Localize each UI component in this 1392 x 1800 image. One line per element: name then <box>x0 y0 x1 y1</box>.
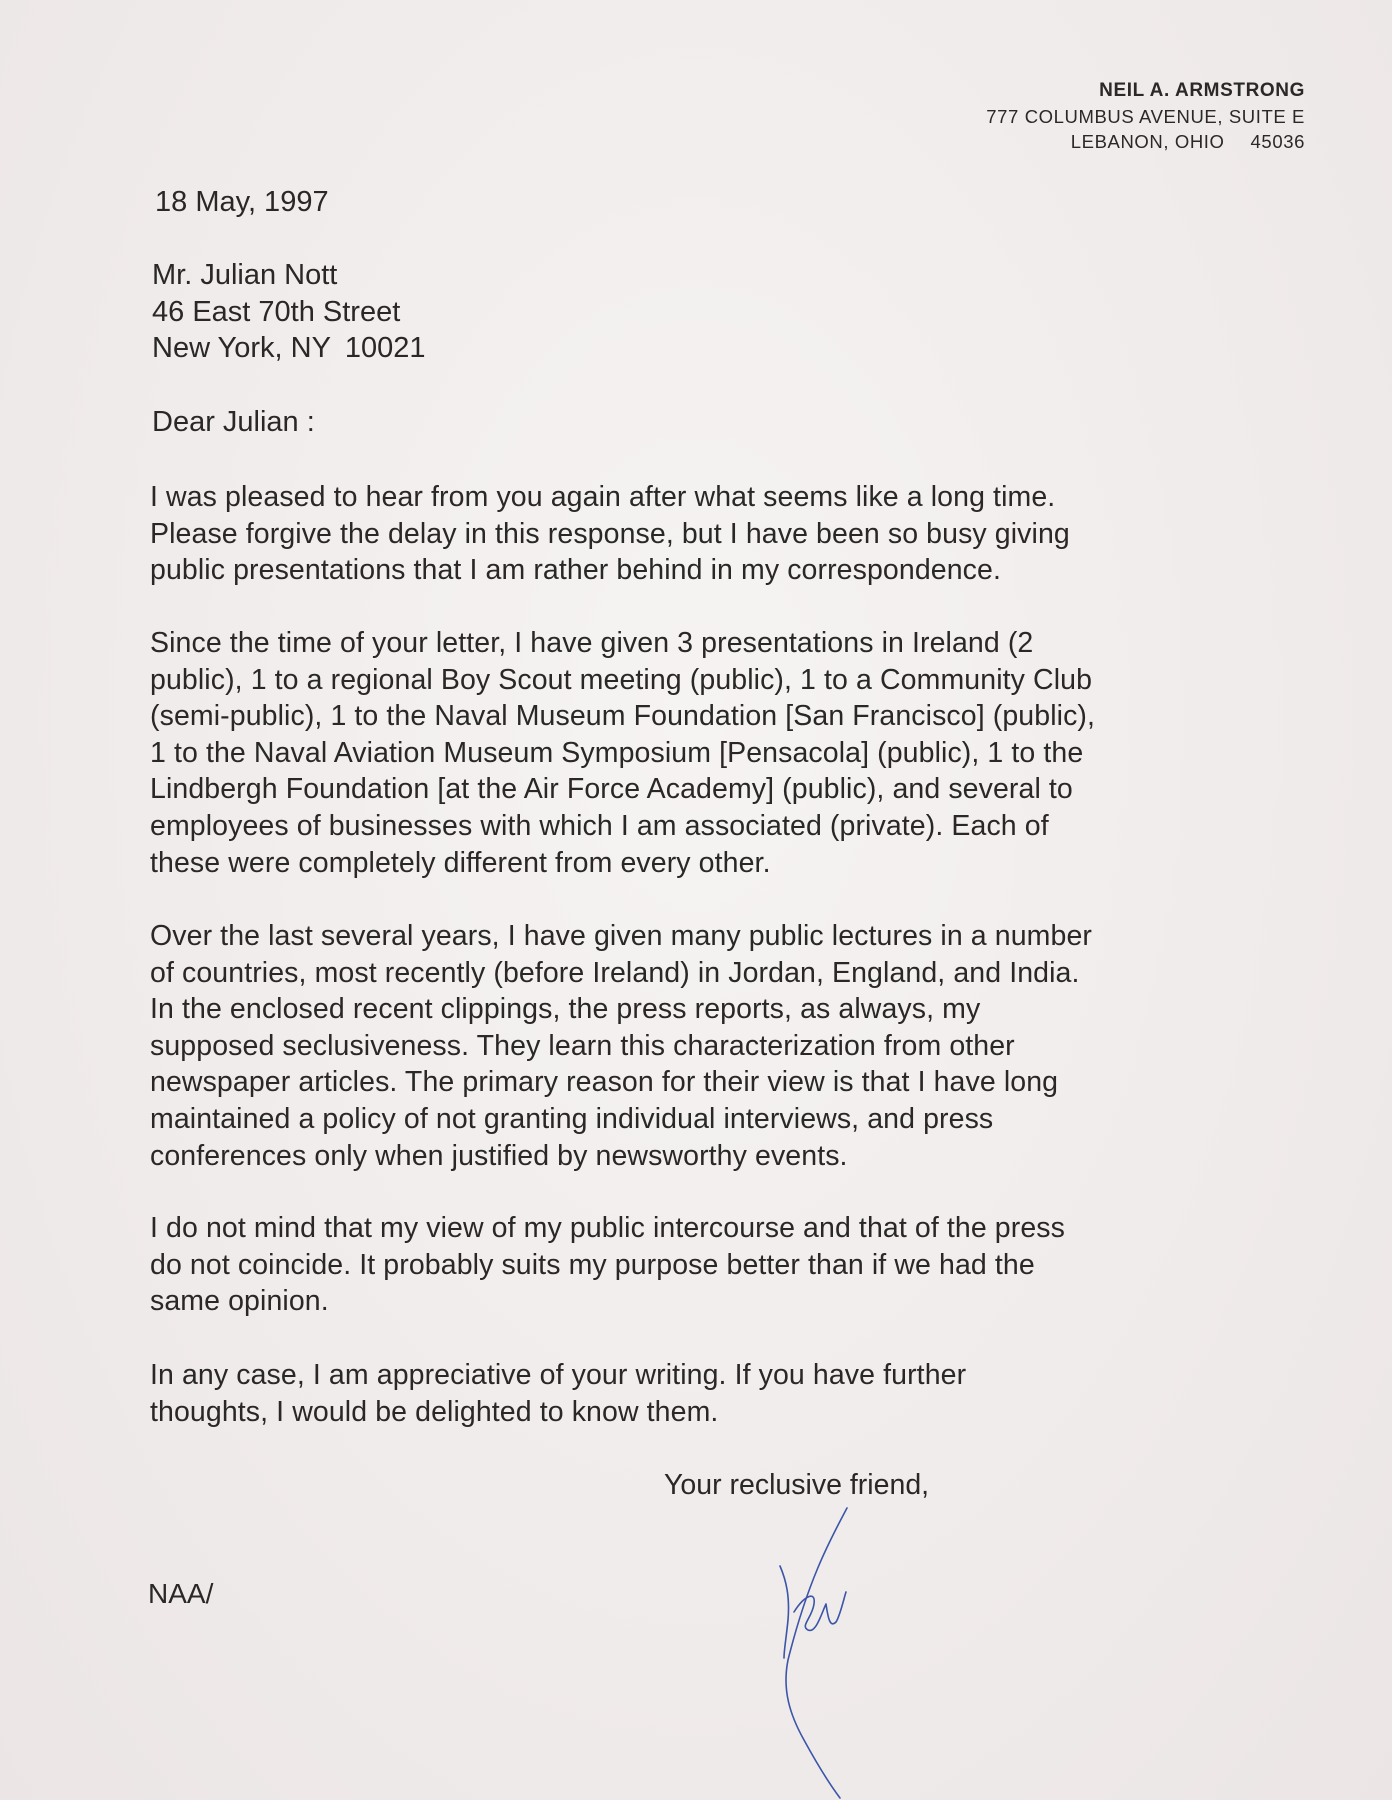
signature-stroke-main <box>786 1508 847 1798</box>
paragraph-line: employees of businesses with which I am associated (private). Each of <box>150 809 1049 842</box>
letterhead-street: 777 COLUMBUS AVENUE, SUITE E <box>986 106 1305 127</box>
recipient-city: New York, NY <box>152 332 331 364</box>
paragraph-line: thoughts, I would be delighted to know them. <box>150 1395 719 1428</box>
typist-initials: NAA/ <box>148 1578 214 1609</box>
recipient-address <box>152 257 426 367</box>
paragraph-line: these were completely different from every other. <box>150 846 771 879</box>
paragraph-line: Lindbergh Foundation [at the Air Force Academy] (public), and several to <box>150 773 1073 806</box>
recipient-zip: 10021 <box>344 332 426 364</box>
paragraph-line: public presentations that I am rather behind in my correspondence. <box>150 554 1001 587</box>
paragraph-line: conferences only when justified by newsworthy events. <box>150 1139 848 1172</box>
paragraph-line: newspaper articles. The primary reason for their view is that I have long <box>150 1066 1059 1099</box>
body-paragraph-3 <box>150 918 1270 1174</box>
letterhead-city-line <box>986 129 1305 154</box>
paragraph-line: I do not mind that my view of my public intercourse and that of the press <box>150 1212 1065 1244</box>
paragraph-line: of countries, most recently (before Ireland) in Jordan, England, and India. <box>150 956 1080 989</box>
letterhead <box>986 78 1305 154</box>
letter-date: 18 May, 1997 <box>155 186 329 218</box>
letterhead-name: NEIL A. ARMSTRONG <box>1099 80 1305 101</box>
paragraph-line: Since the time of your letter, I have given 3 presentations in Ireland (2 <box>150 627 1034 659</box>
handwritten-signature <box>760 1500 900 1800</box>
paragraph-line: supposed seclusiveness. They learn this characterization from other <box>150 1029 1015 1062</box>
paragraph-line: 1 to the Naval Aviation Museum Symposium [Pensacola] (public), 1 to the <box>150 736 1084 769</box>
recipient-city-line <box>152 330 426 367</box>
closing: Your reclusive friend, <box>664 1469 930 1501</box>
body-paragraph-5 <box>150 1357 1270 1430</box>
salutation: Dear Julian : <box>152 406 315 438</box>
body-paragraph-1 <box>150 479 1270 589</box>
signature-stroke-n <box>780 1566 789 1658</box>
paragraph-line: do not coincide. It probably suits my purpose better than if we had the <box>150 1248 1035 1281</box>
paragraph-line: In the enclosed recent clippings, the press reports, as always, my <box>150 993 981 1026</box>
recipient-name: Mr. Julian Nott <box>152 259 338 291</box>
paragraph-line: public), 1 to a regional Boy Scout meeting (public), 1 to a Community Club <box>150 663 1093 696</box>
paragraph-line: Please forgive the delay in this response, but I have been so busy giving <box>150 517 1070 550</box>
recipient-street: 46 East 70th Street <box>152 295 401 328</box>
paragraph-line: maintained a policy of not granting individual interviews, and press <box>150 1102 994 1135</box>
paragraph-line: (semi-public), 1 to the Naval Museum Foundation [San Francisco] (public), <box>150 700 1096 733</box>
letterhead-zip: 45036 <box>1250 131 1305 152</box>
paragraph-line: Over the last several years, I have given many public lectures in a number <box>150 920 1093 952</box>
body-paragraph-4 <box>150 1210 1270 1320</box>
paragraph-line: same opinion. <box>150 1285 329 1318</box>
body-paragraph-2 <box>150 625 1270 881</box>
paragraph-line: I was pleased to hear from you again after what seems like a long time. <box>150 481 1056 513</box>
paragraph-line: In any case, I am appreciative of your writing. If you have further <box>150 1359 967 1391</box>
letterhead-city: LEBANON, OHIO <box>1070 131 1225 152</box>
